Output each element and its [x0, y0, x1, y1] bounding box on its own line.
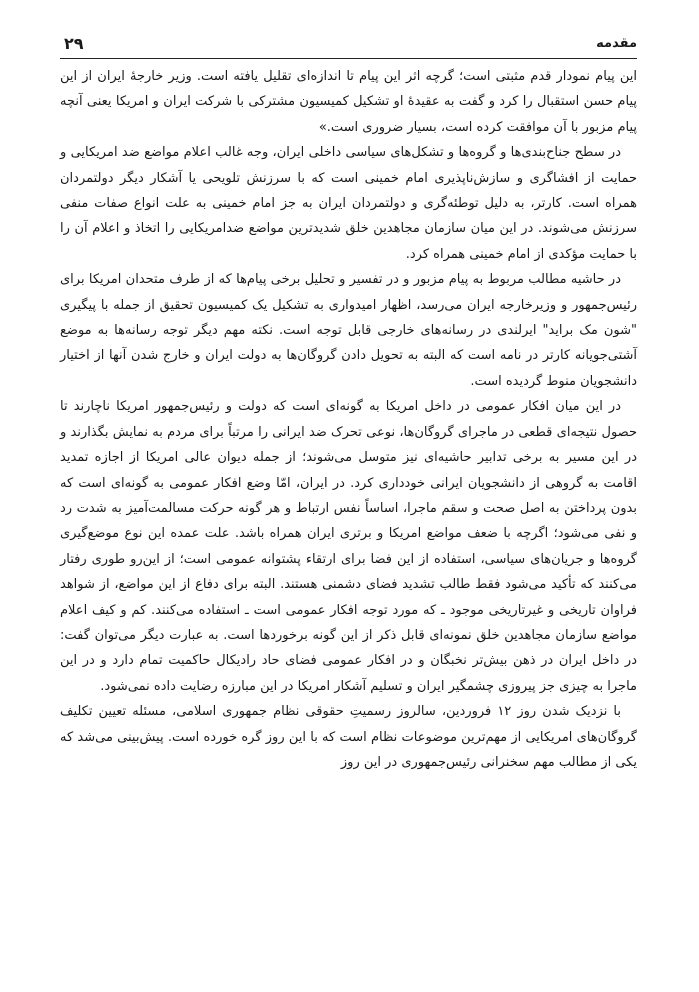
paragraph-4: در این میان افکار عمومی در داخل امریکا به گونه‌ای است که دولت و رئیس‌جمهور امریکا ناچارند تا حصول نتیجه‌ای قطعی در ماجرای گروگان‌ها، نوعی تحرک ضد ایرانی را مرتباً برای مردم به نمایش بگذارند و در این مسیر به برخی تدابیر حاشیه‌ای نیز متوسل می‌شوند؛ از جمله دیوان عالی امریکا از اجازه تمدید اقامت به گروهی از دانشجویان ایرانی خودداری کرد. در ایران، امّا وضع افکار عمومی به گونه‌ای است که بدون پرداختن به اصل صحت و سقم ماجرا، اساساً نفس ارتباط و هر گونه حرکت مسالمت‌آمیز به شدت رد و نفی می‌شود؛ اگرچه با ضعف مواضع امریکا و برتری ایران همراه باشد. علت عمده این نوع موضع‌گیری گروه‌ها و جریان‌های سیاسی، استفاده از این فضا برای ارتقاء پشتوانه عمومی است؛ از این‌رو طوری رفتار می‌کنند که تأکید می‌شود فقط طالب تشدید فضای دشمنی هستند. البته برای دفاع از این مواضع، از شواهد فراوان تاریخی و غیرتاریخی موجود ـ که مورد توجه افکار عمومی است ـ استفاده می‌کنند. کم و کیف اعلام مواضع سازمان مجاهدین خلق نمونه‌ای قابل ذکر از این گونه برخوردها است. به عبارت دیگر می‌توان گفت: در داخل ایران در ذهن بیش‌تر نخبگان و در افکار عمومی فضای حاد رادیکال حاکمیت تمام دارد و در این ماجرا به چیزی جز پیروزی چشمگیر ایران و تسلیم آشکار امریکا در این مبارزه رضایت داده نمی‌شود. [60, 399, 637, 694]
paragraph-3: در حاشیه مطالب مربوط به پیام مزبور و در تفسیر و تحلیل برخی پیام‌ها که از طرف متحدان امریکا برای رئیس‌جمهور و وزیرخارجه ایران می‌رسد، اظهار امیدواری به تشکیل یک کمیسیون تحقیق از جمله با پیگیری "شون مک براید" ایرلندی در رسانه‌های خارجی قابل توجه است. نکته مهم دیگر توجه رسانه‌ها به موضع آشتی‌جویانه کارتر در نامه است که البته به تحویل دادن گروگان‌ها به دولت ایران و خارج شدن آنها از اختیار دانشجویان منوط گردیده است. [60, 272, 637, 389]
running-title: مقدمه [596, 36, 637, 51]
paragraph-5: با نزدیک شدن روز ۱۲ فروردین، سالروز رسمیتِ حقوقی نظام جمهوری اسلامی، مسئله تعیین تکلیف گروگان‌های امریکایی از مهم‌ترین موضوعات نظام است که با این روز گره خورده است. پیش‌بینی می‌شد که یکی از مطالب مهم سخنرانی رئیس‌جمهوری در این روز [60, 704, 637, 770]
page-body [60, 64, 637, 775]
paragraph-1: این پیام نمودار قدم مثبتی است؛ گرچه اثر این پیام تا اندازه‌ای تقلیل یافته است. وزیر خارجهٔ ایران از این پیام حسن استقبال را کرد و گفت به عقیدهٔ او تشکیل کمیسیون مشترکی با شرکت ایران و امریکا یعنی آنچه پیام مزبور با آن موافقت کرده است، بسیار ضروری است.» [60, 69, 637, 135]
page-number: ۲۹ [64, 34, 84, 53]
header-divider [60, 58, 637, 59]
page-header [60, 34, 637, 58]
paragraph-2: در سطح جناح‌بندی‌ها و گروه‌ها و تشکل‌های سیاسی داخلی ایران، وجه غالب اعلام مواضع ضد امریکایی و حمایت از افشاگری و سازش‌ناپذیری امام خمینی است که با سرزنش تلویحی یا آشکار دیگر دولتمردان همراه است. کارتر، به دلیل توطئه‌گری و دولتمردان ایران به جز امام خمینی به علت انواع صفات منفی سرزنش می‌شوند. در این میان سازمان مجاهدین خلق شدیدترین مواضع ضدامریکایی را اتخاذ و اعلام آن را با حمایت مؤکدی از امام خمینی همراه کرد. [60, 145, 637, 262]
